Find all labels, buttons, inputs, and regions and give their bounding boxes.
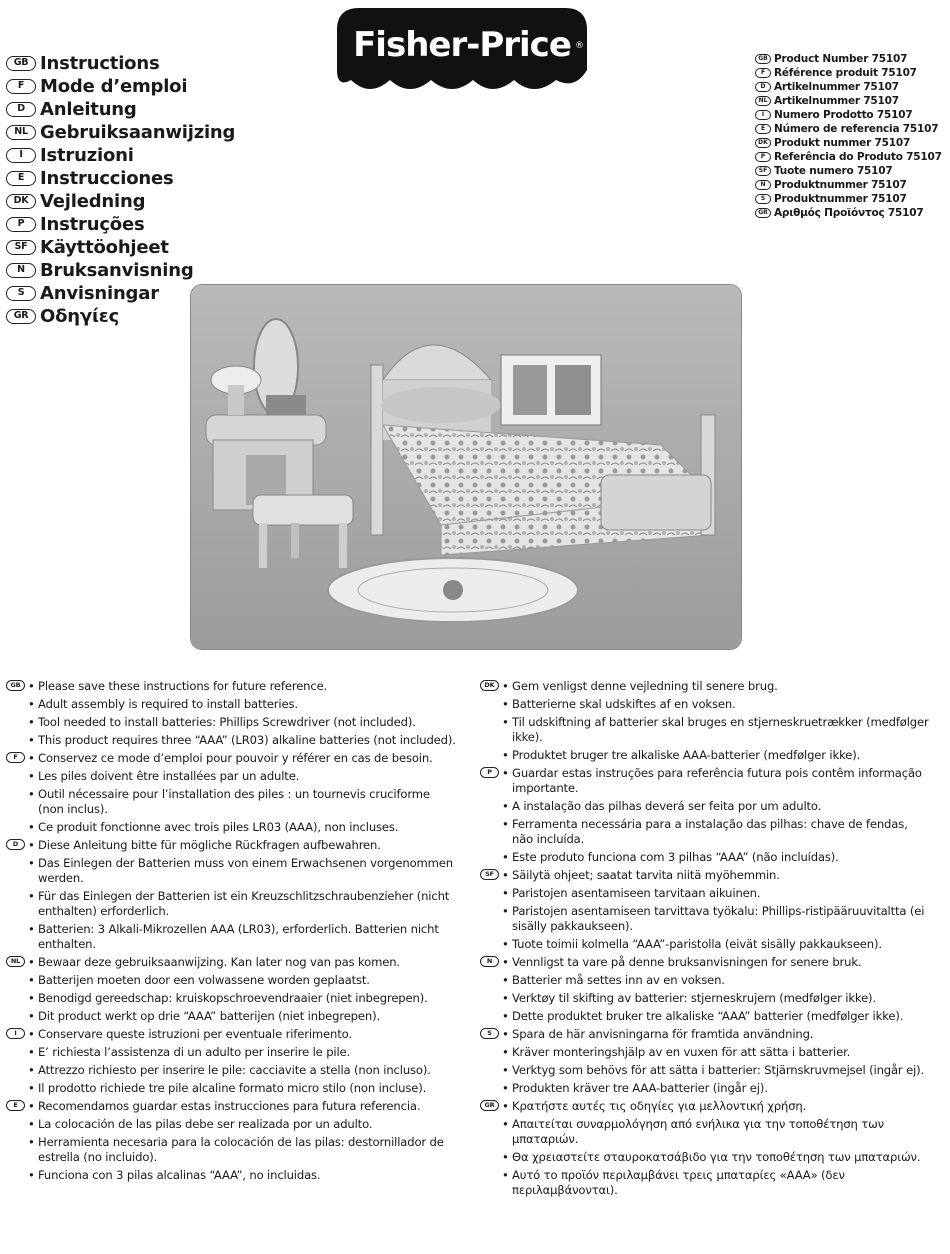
instruction-line (480, 973, 930, 988)
product-number-item (755, 94, 942, 108)
language-badge: GR (755, 208, 771, 218)
instruction-text: La colocación de las pilas debe ser realizada por un adulto. (38, 1117, 373, 1131)
instruction-line (480, 904, 930, 934)
language-badge: S (480, 1028, 499, 1039)
title-text: Vejledning (40, 191, 146, 212)
instruction-text: Ferramenta necessária para a instalação das pilhas: chave de fendas, não incluída. (512, 817, 908, 846)
title-text: Οδηγίες (40, 306, 120, 327)
language-badge: N (755, 180, 771, 190)
bullet-icon: • (502, 1027, 509, 1041)
title-text: Instructions (40, 53, 160, 74)
title-item (6, 98, 235, 121)
product-number-item (755, 66, 942, 80)
language-badge: GR (6, 309, 36, 324)
product-number-item (755, 52, 942, 66)
instruction-line (480, 991, 930, 1006)
instruction-line (6, 787, 456, 817)
instruction-text: Benodigd gereedschap: kruiskopschroevendraaier (niet inbegrepen). (38, 991, 428, 1005)
language-badge: E (755, 124, 771, 134)
instruction-line (480, 1063, 930, 1078)
instruction-line (6, 1009, 456, 1024)
language-badge: N (480, 956, 499, 967)
instruction-text: Paristojen asentamiseen tarvittava työkalu: Phillips-ristipääruuvitaltta (ei sisälly pakkaukseen). (512, 904, 925, 933)
language-badge: D (6, 839, 25, 850)
bullet-icon: • (28, 1135, 35, 1149)
bullet-icon: • (28, 1063, 35, 1077)
bullet-icon: • (28, 751, 35, 765)
language-badge: SF (480, 869, 499, 880)
bullet-icon: • (28, 769, 35, 783)
bullet-icon: • (502, 1081, 509, 1095)
instruction-line (6, 697, 456, 712)
bullet-icon: • (502, 1099, 509, 1113)
language-badge: GB (6, 680, 25, 691)
instruction-text: Outil nécessaire pour l’installation des piles : un tournevis cruciforme (non inclus). (38, 787, 430, 816)
language-badge: DK (6, 194, 36, 209)
instruction-line (6, 1063, 456, 1078)
bullet-icon: • (502, 817, 509, 831)
title-text: Anleitung (40, 99, 137, 120)
product-number-text: Produktnummer 75107 (774, 179, 907, 191)
instruction-text: Batterien: 3 Alkali-Mikrozellen AAA (LR03), erforderlich. Batterien nicht enthalten. (38, 922, 439, 951)
product-number-text: Référence produit 75107 (774, 67, 917, 79)
bullet-icon: • (502, 1009, 509, 1023)
bullet-icon: • (28, 733, 35, 747)
instruction-text: Herramienta necesaria para la colocación de las pilas: destornillador de estrella (no incluido). (38, 1135, 444, 1164)
product-number-text: Product Number 75107 (774, 53, 908, 65)
product-number-item (755, 178, 942, 192)
instruction-text: Paristojen asentamiseen tarvitaan aikuinen. (512, 886, 761, 900)
instruction-text: Guardar estas instruções para referência futura pois contêm informação importante. (512, 766, 922, 795)
title-item (6, 190, 235, 213)
product-numbers (755, 52, 942, 220)
bullet-icon: • (28, 787, 35, 801)
instruction-line (480, 955, 930, 970)
instruction-line (6, 1135, 456, 1165)
language-badge: NL (755, 96, 771, 106)
product-number-item (755, 136, 942, 150)
instruction-text: Conservare queste istruzioni per eventuale riferimento. (38, 1027, 352, 1041)
bullet-icon: • (502, 850, 509, 864)
language-badge: GB (6, 56, 36, 71)
product-number-item (755, 108, 942, 122)
instruction-text: Für das Einlegen der Batterien ist ein Kreuzschlitzschraubenzieher (nicht enthalten) erforderlich. (38, 889, 450, 918)
instruction-block (480, 955, 930, 1024)
instruction-line (6, 733, 456, 748)
instruction-line (6, 1099, 456, 1114)
instruction-text: Verktyg som behövs för att sätta i batterier: Stjärnskruvmejsel (ingår ej). (512, 1063, 925, 1077)
bullet-icon: • (502, 1063, 509, 1077)
product-number-item (755, 122, 942, 136)
bullet-icon: • (28, 1099, 35, 1113)
title-text: Käyttöohjeet (40, 237, 169, 258)
product-number-item (755, 164, 942, 178)
title-item (6, 236, 235, 259)
title-text: Mode d’emploi (40, 76, 188, 97)
bullet-icon: • (502, 799, 509, 813)
bullet-icon: • (502, 973, 509, 987)
bullet-icon: • (502, 937, 509, 951)
language-badge: P (6, 217, 36, 232)
bullet-icon: • (28, 1027, 35, 1041)
instruction-block (6, 1099, 456, 1183)
language-badge: GB (755, 54, 771, 64)
bullet-icon: • (28, 697, 35, 711)
bullet-icon: • (502, 1117, 509, 1131)
bullet-icon: • (28, 1117, 35, 1131)
rug-illustration (328, 558, 578, 622)
product-number-text: Artikelnummer 75107 (774, 95, 899, 107)
instruction-text: Batterier må settes inn av en voksen. (512, 973, 725, 987)
bullet-icon: • (502, 1045, 509, 1059)
instruction-block (6, 1027, 456, 1096)
instruction-text: Bewaar deze gebruiksaanwijzing. Kan later nog van pas komen. (38, 955, 400, 969)
bullet-icon: • (502, 748, 509, 762)
instruction-block (480, 766, 930, 865)
title-text: Anvisningar (40, 283, 159, 304)
bullet-icon: • (28, 1009, 35, 1023)
instruction-line (480, 850, 930, 865)
instruction-text: Das Einlegen der Batterien muss von einem Erwachsenen vorgenommen werden. (38, 856, 453, 885)
language-badge: P (480, 767, 499, 778)
bullet-icon: • (28, 991, 35, 1005)
instruction-line (480, 937, 930, 952)
language-badge: D (6, 102, 36, 117)
instruction-text: Säilytä ohjeet; saatat tarvita niitä myöhemmin. (512, 868, 780, 882)
bullet-icon: • (28, 973, 35, 987)
product-number-text: Referência do Produto 75107 (774, 151, 942, 163)
instruction-line (480, 1045, 930, 1060)
product-photo (190, 284, 742, 650)
language-badge: F (6, 752, 25, 763)
instruction-text: Adult assembly is required to install batteries. (38, 697, 298, 711)
product-number-item (755, 206, 942, 220)
instruction-line (6, 955, 456, 970)
instruction-text: Tuote toimii kolmella “AAA”-paristolla (eivät sisälly pakkaukseen). (512, 937, 882, 951)
language-badge: S (755, 194, 771, 204)
instruction-line (6, 820, 456, 835)
instruction-line (480, 868, 930, 883)
language-badge: GR (480, 1100, 499, 1111)
instruction-line (480, 1081, 930, 1096)
instruction-line (6, 715, 456, 730)
instruction-line (6, 856, 456, 886)
language-badge: E (6, 171, 36, 186)
bullet-icon: • (28, 1081, 35, 1095)
language-badge: F (6, 79, 36, 94)
title-text: Gebruiksaanwijzing (40, 122, 236, 143)
product-number-item (755, 150, 942, 164)
instruction-text: Attrezzo richiesto per inserire le pile: cacciavite a stella (non incluso). (38, 1063, 431, 1077)
language-badge: D (755, 82, 771, 92)
instruction-block (480, 1099, 930, 1198)
product-number-text: Produktnummer 75107 (774, 193, 907, 205)
language-badge: DK (480, 680, 499, 691)
instruction-block (6, 955, 456, 1024)
instruction-line (480, 886, 930, 901)
bullet-icon: • (502, 1150, 509, 1164)
instruction-text: This product requires three “AAA” (LR03) alkaline batteries (not included). (38, 733, 456, 747)
instruction-block (480, 1027, 930, 1096)
title-item (6, 144, 235, 167)
instruction-line (480, 679, 930, 694)
instruction-line (480, 748, 930, 763)
language-badge: NL (6, 956, 25, 967)
language-badge: I (6, 1028, 25, 1039)
instruction-text: Il prodotto richiede tre pile alcaline formato micro stilo (non incluse). (38, 1081, 427, 1095)
instruction-line (6, 922, 456, 952)
fisher-price-logo (337, 8, 587, 98)
bullet-icon: • (28, 922, 35, 936)
instruction-line (480, 1150, 930, 1165)
instruction-line (6, 838, 456, 853)
title-item (6, 167, 235, 190)
bullet-icon: • (28, 715, 35, 729)
instruction-line (480, 799, 930, 814)
bullet-icon: • (502, 868, 509, 882)
instruction-block (6, 838, 456, 952)
bullet-icon: • (28, 838, 35, 852)
instruction-line (480, 766, 930, 796)
instruction-block (6, 751, 456, 835)
instructions-right-column (480, 679, 930, 1201)
title-item (6, 52, 235, 75)
title-item (6, 213, 235, 236)
title-text: Istruzioni (40, 145, 134, 166)
instruction-line (6, 751, 456, 766)
instruction-line (480, 1099, 930, 1114)
instruction-text: Spara de här anvisningarna för framtida användning. (512, 1027, 814, 1041)
instruction-text: Funciona con 3 pilas alcalinas “AAA”, no incluidas. (38, 1168, 321, 1182)
language-badge: P (755, 152, 771, 162)
instruction-line (480, 1009, 930, 1024)
instruction-text: Dette produktet bruker tre alkaliske “AAA” batterier (medfølger ikke). (512, 1009, 904, 1023)
product-number-item (755, 80, 942, 94)
product-number-text: Número de referencia 75107 (774, 123, 939, 135)
instruction-text: Recomendamos guardar estas instrucciones para futura referencia. (38, 1099, 421, 1113)
registered-mark: ® (575, 41, 584, 51)
title-text: Bruksanvisning (40, 260, 194, 281)
instruction-line (480, 1168, 930, 1198)
bullet-icon: • (502, 766, 509, 780)
product-number-text: Αριθμός Προϊόντος 75107 (774, 207, 924, 219)
instructions-left-column (6, 679, 456, 1186)
instruction-line (6, 1168, 456, 1183)
product-number-text: Tuote numero 75107 (774, 165, 893, 177)
product-number-text: Numero Prodotto 75107 (774, 109, 913, 121)
language-badge: NL (6, 125, 36, 140)
title-text: Instrucciones (40, 168, 174, 189)
bullet-icon: • (28, 1168, 35, 1182)
instruction-line (480, 715, 930, 745)
language-badge: SF (6, 240, 36, 255)
instruction-line (480, 1027, 930, 1042)
language-badge: E (6, 1100, 25, 1111)
instruction-text: Dit product werkt op drie “AAA” batterijen (niet inbegrepen). (38, 1009, 380, 1023)
language-badge: SF (755, 166, 771, 176)
instruction-text: Produktet bruger tre alkaliske AAA-batterier (medfølger ikke). (512, 748, 861, 762)
instruction-line (480, 817, 930, 847)
instruction-text: Este produto funciona com 3 pilhas “AAA” (não incluídas). (512, 850, 839, 864)
instruction-text: Gem venligst denne vejledning til senere brug. (512, 679, 778, 693)
instruction-text: Conservez ce mode d’emploi pour pouvoir y référer en cas de besoin. (38, 751, 433, 765)
instruction-line (480, 697, 930, 712)
language-badge: I (6, 148, 36, 163)
product-number-text: Produkt nummer 75107 (774, 137, 911, 149)
bullet-icon: • (502, 679, 509, 693)
instruction-text: Απαιτείται συναρμολόγηση από ενήλικα για την τοποθέτηση των μπαταριών. (512, 1117, 884, 1146)
instruction-text: Batterijen moeten door een volwassene worden geplaatst. (38, 973, 370, 987)
instruction-block (480, 868, 930, 952)
bullet-icon: • (28, 679, 35, 693)
instruction-text: A instalação das pilhas deverá ser feita por um adulto. (512, 799, 822, 813)
instruction-text: Ce produit fonctionne avec trois piles LR03 (AAA), non incluses. (38, 820, 399, 834)
bullet-icon: • (502, 1168, 509, 1182)
instruction-line (6, 991, 456, 1006)
bullet-icon: • (502, 991, 509, 1005)
title-text: Instruções (40, 214, 145, 235)
title-item (6, 75, 235, 98)
instruction-line (6, 1117, 456, 1132)
language-badge: N (6, 263, 36, 278)
bullet-icon: • (502, 904, 509, 918)
bullet-icon: • (28, 1045, 35, 1059)
instruction-text: Kräver monteringshjälp av en vuxen för att sätta i batterier. (512, 1045, 851, 1059)
instruction-line (6, 973, 456, 988)
instruction-line (6, 1045, 456, 1060)
title-item (6, 259, 235, 282)
instruction-text: Produkten kräver tre AAA-batterier (ingår ej). (512, 1081, 768, 1095)
instruction-text: Diese Anleitung bitte für mögliche Rückfragen aufbewahren. (38, 838, 381, 852)
brand-name: Fisher-Price (353, 25, 571, 65)
bullet-icon: • (28, 856, 35, 870)
bullet-icon: • (502, 697, 509, 711)
instruction-line (6, 1081, 456, 1096)
language-badge: S (6, 286, 36, 301)
instruction-text: Tool needed to install batteries: Phillips Screwdriver (not included). (38, 715, 416, 729)
instruction-block (480, 679, 930, 763)
instruction-line (6, 1027, 456, 1042)
instruction-text: Batterierne skal udskiftes af en voksen. (512, 697, 736, 711)
bullet-icon: • (28, 955, 35, 969)
instruction-line (6, 769, 456, 784)
language-badge: DK (755, 138, 771, 148)
instruction-text: Κρατήστε αυτές τις οδηγίες για μελλοντική χρήση. (512, 1099, 807, 1113)
instruction-text: Please save these instructions for future reference. (38, 679, 328, 693)
instruction-text: Les piles doivent être installées par un adulte. (38, 769, 300, 783)
product-number-text: Artikelnummer 75107 (774, 81, 899, 93)
bullet-icon: • (502, 955, 509, 969)
instruction-text: Verktøy til skifting av batterier: stjerneskrujern (medfølger ikke). (512, 991, 876, 1005)
language-badge: I (755, 110, 771, 120)
instruction-text: Til udskiftning af batterier skal bruges en stjerneskruetrækker (medfølger ikke). (512, 715, 929, 744)
instruction-line (6, 679, 456, 694)
bullet-icon: • (502, 886, 509, 900)
product-number-item (755, 192, 942, 206)
bullet-icon: • (28, 889, 35, 903)
language-badge: F (755, 68, 771, 78)
instruction-line (480, 1117, 930, 1147)
instruction-block (6, 679, 456, 748)
instruction-text: Θα χρειαστείτε σταυροκατσάβιδο για την τοποθέτηση των μπαταριών. (512, 1150, 921, 1164)
instruction-line (6, 889, 456, 919)
bullet-icon: • (502, 715, 509, 729)
instruction-text: Αυτό το προϊόν περιλαμβάνει τρεις μπαταρίες «AAA» (δεν περιλαμβάνονται). (512, 1168, 845, 1197)
instruction-text: E’ richiesta l’assistenza di un adulto per inserire le pile. (38, 1045, 351, 1059)
bullet-icon: • (28, 820, 35, 834)
title-item (6, 121, 235, 144)
instruction-text: Vennligst ta vare på denne bruksanvisningen for senere bruk. (512, 955, 862, 969)
